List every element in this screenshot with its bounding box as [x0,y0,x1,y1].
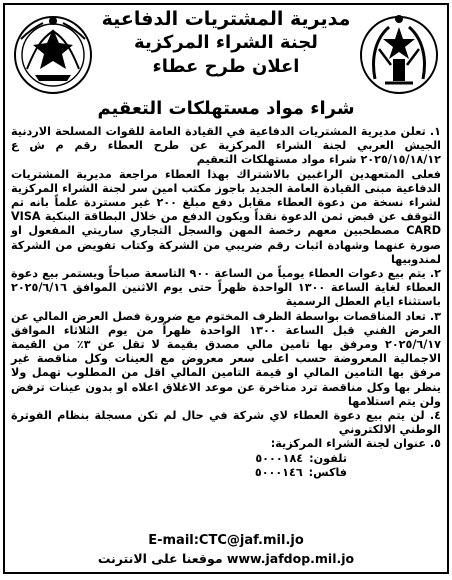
paragraph-1: ١. تعلن مديرية المشتريات الدفاعية في القيادة العامة للقوات المسلحة الاردنية الجيش العربي لجنة الشراء المركزية عن طرح العطاء رقم م ش ع ٢٠٢٥/١٥/١٨/١٢ شراء مواد مستهلكات التعقيم [11,125,441,167]
title-announcement: اعلان طرح عطاء [152,56,300,77]
phone-row [15,452,437,466]
website-line [5,550,447,568]
army-emblem-icon [9,9,97,97]
website-link[interactable]: www.jafdop.mil.jo [226,551,355,566]
title-committee: لجنة الشراء المركزية [134,32,318,53]
paragraph-5: ٥. عنوان لجنة الشراء المركزية: [270,437,441,451]
title-subject: شراء مواد مستهلكات التعقيم [97,98,355,119]
paragraph-2: ٢. يتم بيع دعوات العطاء يومياً من الساعة ٩٠٠ التاسعة صباحاً ويستمر بيع دعوة العطاء لغاية الساعة ١٣٠٠ الواحدة ظهراً حتى يوم الاثنين الموافق ٢٠٢٥/٦/١٦ باستثناء ايام العطل الرسمية [11,267,441,309]
fax-number: ٥٠٠٠١٤٦ [254,465,303,479]
phone-label: تلفون: [309,451,347,465]
paragraph-3: ٣. تعاد المناقصات بواسطة الظرف المختوم مع ضرورة فصل العرض المالي عن العرض الفني قبل الساعة ١٣٠٠ الواحدة ظهراً من يوم الثلاثاء الموافق ٢٠٢٥/٦/١٧ ومرفق بها تامين مالي مصدق بقيمة لا تقل عن ٣٪ من القيمة الاجمالية المعروضة حسب اعلى سعر معروض مع العينات وكل مناقصة غير مرفق بها التامين المالي او قيمة التامين المالي اقل من المطلوب تهمل ولا ينظر بها وكل مناقصة ترد متاخرة عن موعد الاغلاق اعلاه او بدون عينات ترفض ولن يتم استلامها [11,309,441,408]
announcement-body [5,125,447,452]
fax-row [15,466,437,480]
fax-label: فاكس: [308,465,347,479]
armed-forces-emblem-icon [355,9,443,97]
footer [5,532,447,568]
contact-block [5,452,447,480]
email-address[interactable]: E-mail:CTC@jaf.mil.jo [148,533,304,548]
paragraph-1b: فعلى المتعهدين الراغبين بالاشتراك بهذا العطاء مراجعة مديرية المشتريات الدفاعية مبنى القيادة العامة الجديد باجوز مكتب امين سر لجنة الشراء المركزية لشراء نسخة من دعوة العطاء مقابل دفع مبلغ ٢٠٠ غير مستردة علماً بانه تم التوقف عن قبض ثمن الدعوة نقداً ويكون الدفع من خلال البطاقة البنكية VISA CARD مصطحبين معهم رخصة المهن والسجل التجاري ساريتي المفعول او صورة عنهما وشهادة اثبات رقم ضريبي من الشركة وكتاب تفويض من الشركة لمندوبيها [11,167,441,266]
website-label: موقعنا على الانترنت [97,551,223,566]
title-block [97,7,355,79]
phone-number: ٥٠٠٠١٨٤ [255,451,304,465]
header [5,5,447,125]
title-directorate: مديرية المشتريات الدفاعية [101,8,351,30]
paragraph-4: ٤. لن يتم بيع دعوة العطاء لاي شركة في حال لم تكن مسجلة بنظام الفوترة الوطني الالكتروني [11,409,441,437]
advertisement [3,3,449,574]
